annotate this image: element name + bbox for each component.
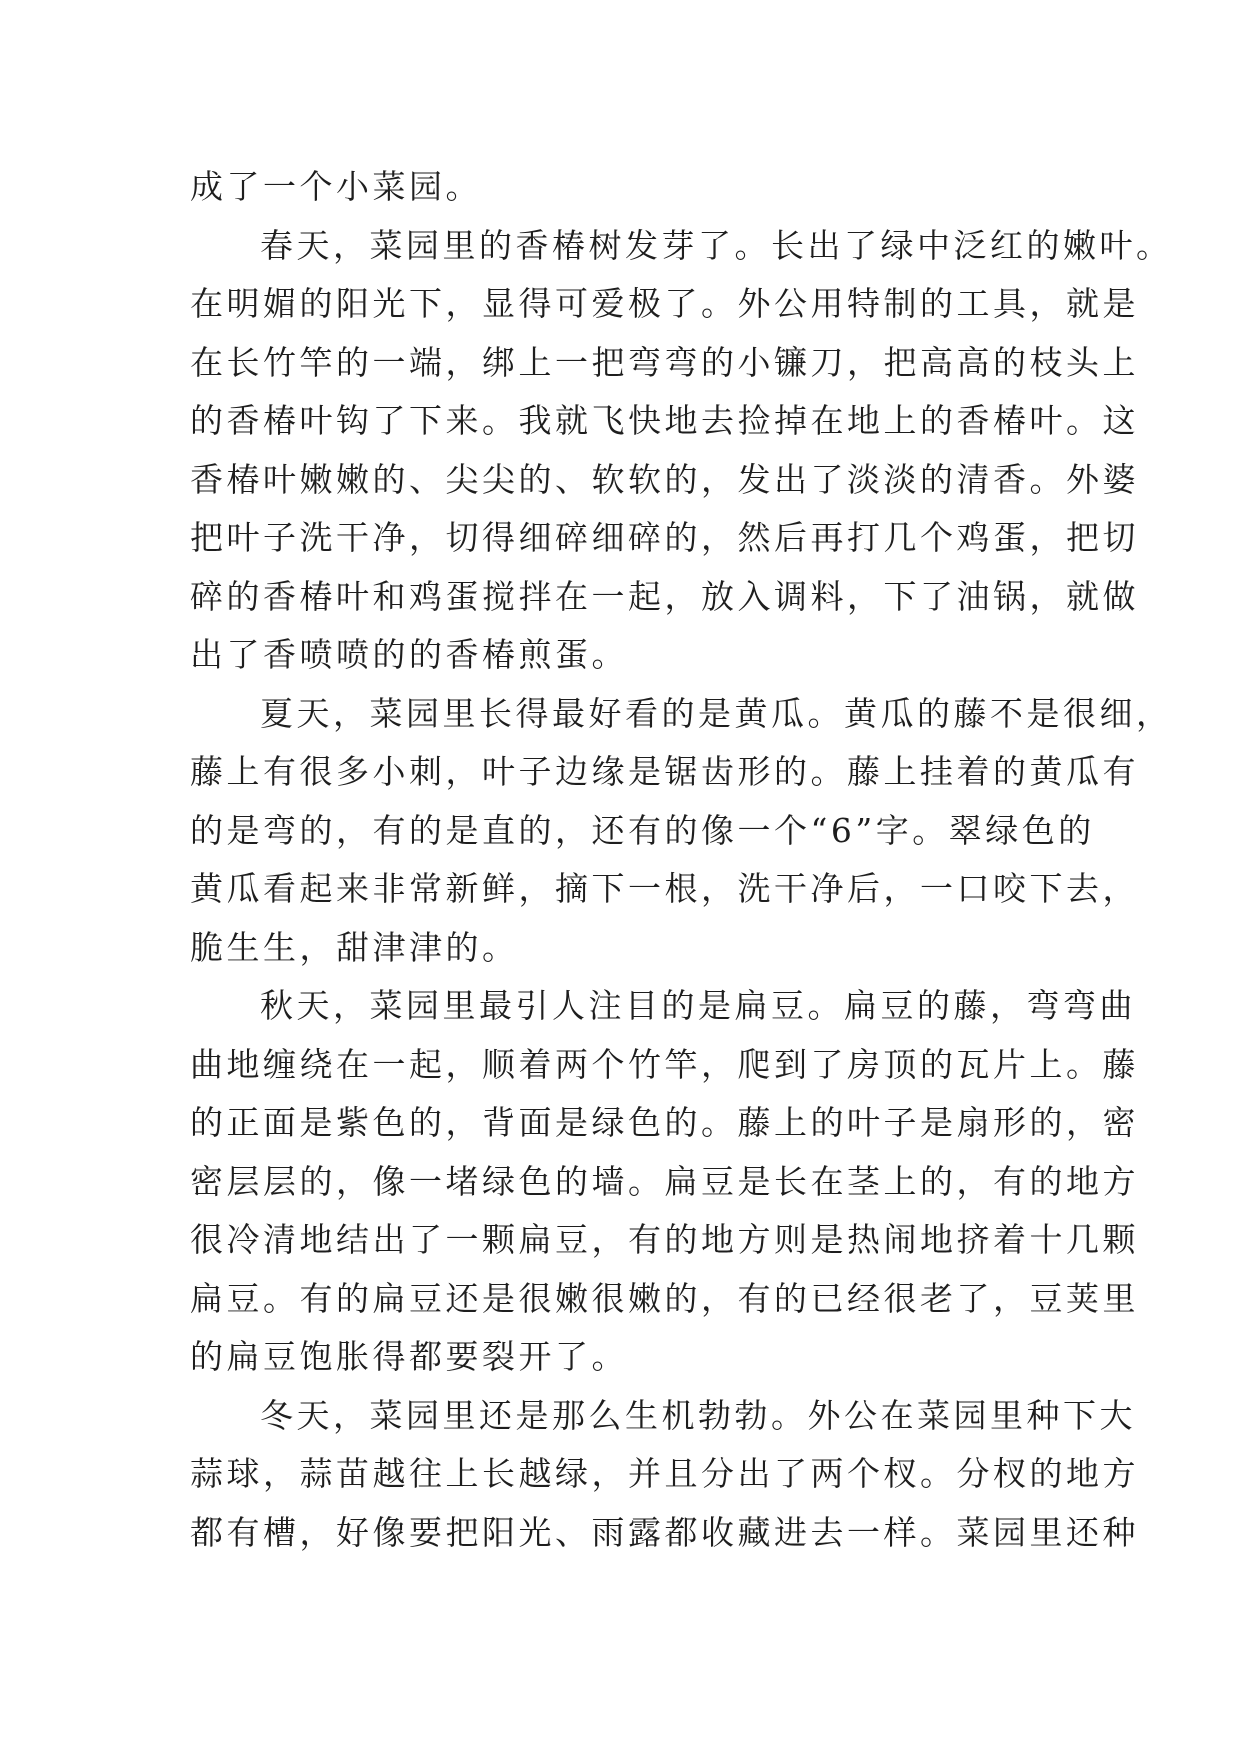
text-line: 黄瓜看起来非常新鲜，摘下一根，洗干净后，一口咬下去， [190, 869, 1139, 908]
text-line: 的扁豆饱胀得都要裂开了。 [190, 1337, 628, 1376]
text-line: 密层层的，像一堵绿色的墙。扁豆是长在茎上的，有的地方 [190, 1161, 1139, 1201]
text-line: 都有槽，好像要把阳光、雨露都收藏进去一样。菜园里还种 [190, 1512, 1139, 1552]
text-line: 脆生生，甜津津的。 [190, 927, 519, 967]
text-line: 春天，菜园里的香椿树发芽了。长出了绿中泛红的嫩叶。 [260, 225, 1173, 265]
text-line: 冬天，菜园里还是那么生机勃勃。外公在菜园里种下大 [260, 1395, 1136, 1435]
text-line: 的是弯的，有的是直的，还有的像一个“6”字。翠绿色的 [190, 810, 1095, 850]
text-line: 的正面是紫色的，背面是绿色的。藤上的叶子是扇形的，密 [190, 1103, 1139, 1142]
text-line: 把叶子洗干净，切得细碎细碎的，然后再打几个鸡蛋，把切 [190, 518, 1139, 557]
text-line: 在长竹竿的一端，绑上一把弯弯的小镰刀，把高高的枝头上 [190, 342, 1139, 382]
text-line: 藤上有很多小刺，叶子边缘是锯齿形的。藤上挂着的黄瓜有 [190, 752, 1139, 791]
text-line: 成了一个小菜园。 [190, 167, 482, 206]
text-line: 在明媚的阳光下，显得可爱极了。外公用特制的工具，就是 [190, 284, 1139, 323]
text-line: 曲地缠绕在一起，顺着两个竹竿，爬到了房顶的瓦片上。藤 [190, 1044, 1139, 1084]
essay-text [190, 158, 1173, 1562]
text-line: 的香椿叶钩了下来。我就飞快地去捡掉在地上的香椿叶。这 [190, 401, 1139, 440]
text-line: 扁豆。有的扁豆还是很嫩很嫩的，有的已经很老了，豆荚里 [190, 1278, 1139, 1318]
text-line: 很冷清地结出了一颗扁豆，有的地方则是热闹地挤着十几颗 [190, 1220, 1139, 1259]
text-line: 蒜球，蒜苗越往上长越绿，并且分出了两个杈。分杈的地方 [190, 1454, 1139, 1493]
text-line: 夏天，菜园里长得最好看的是黄瓜。黄瓜的藤不是很细， [260, 693, 1173, 733]
text-line: 香椿叶嫩嫩的、尖尖的、软软的，发出了淡淡的清香。外婆 [190, 459, 1139, 499]
text-line: 碎的香椿叶和鸡蛋搅拌在一起，放入调料，下了油锅，就做 [190, 576, 1139, 616]
text-line: 出了香喷喷的的香椿煎蛋。 [190, 635, 628, 674]
text-line: 秋天，菜园里最引人注目的是扁豆。扁豆的藤，弯弯曲 [260, 986, 1136, 1025]
